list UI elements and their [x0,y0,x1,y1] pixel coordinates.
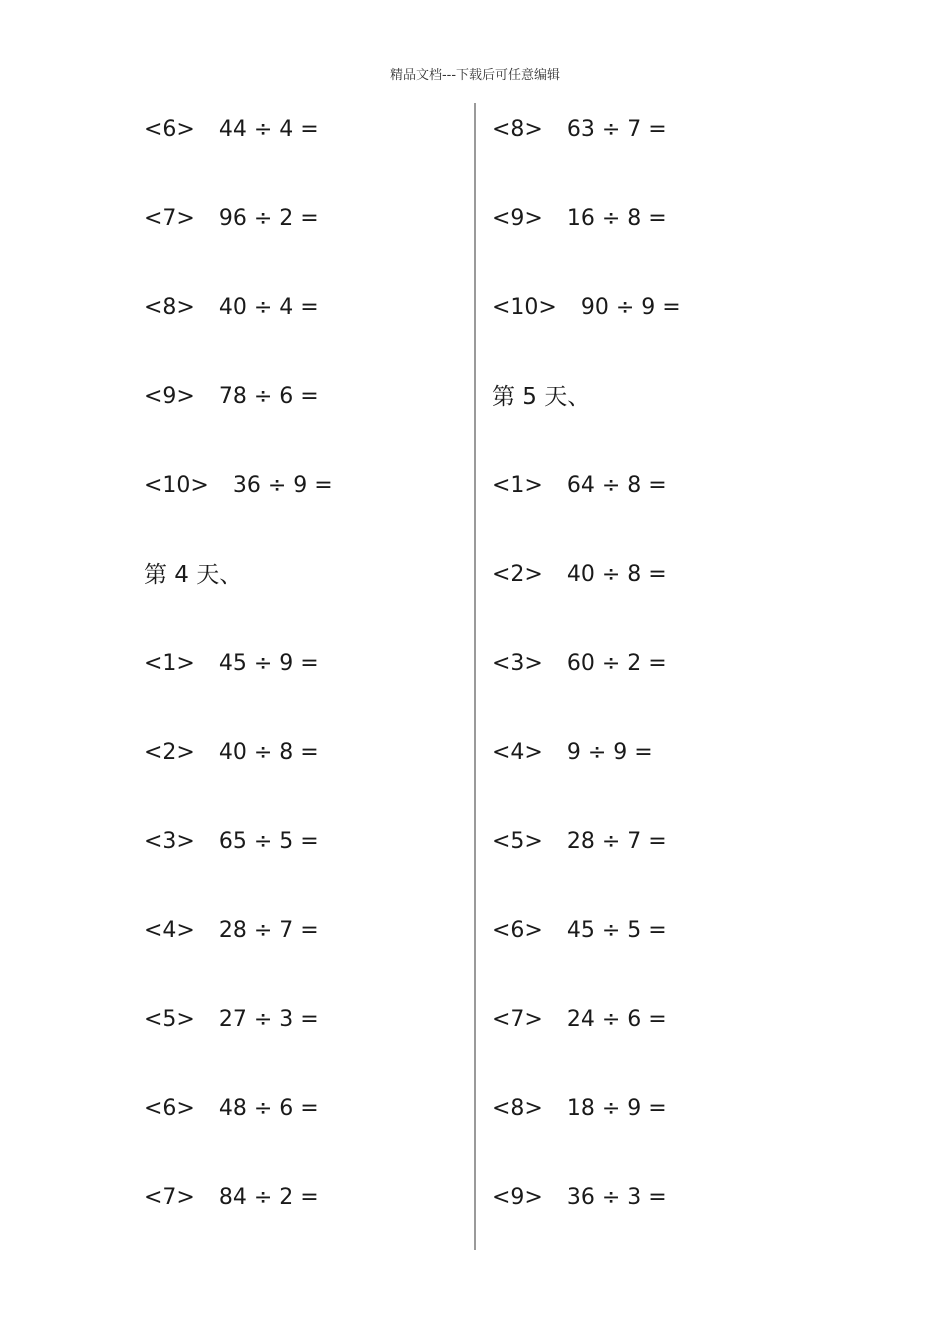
problem-expression: 60 ÷ 2 = [566,651,667,676]
problem-number: <6> [144,1096,195,1121]
problem-line [492,108,812,197]
problem-expression: 84 ÷ 2 = [218,1185,319,1210]
problem-expression: 48 ÷ 6 = [218,1096,319,1121]
problem-expression: 96 ÷ 2 = [218,206,319,231]
problem-number: <1> [492,473,543,498]
problem-line [492,197,812,286]
problem-expression: 27 ÷ 3 = [218,1007,319,1032]
problem-line [144,375,464,464]
problem-number: <10> [492,295,557,320]
problem-expression: 9 ÷ 9 = [566,740,653,765]
problem-line [492,553,812,642]
problem-line [144,642,464,731]
problem-line [144,197,464,286]
problem-number: <6> [144,117,195,142]
problem-number: <8> [492,1096,543,1121]
problem-line [144,1087,464,1176]
problem-number: <9> [492,1185,543,1210]
problem-line [492,642,812,731]
problem-expression: 16 ÷ 8 = [566,206,667,231]
page-header: 精品文档---下载后可任意编辑 [389,68,561,83]
problem-line [144,1176,464,1265]
problem-number: <4> [492,740,543,765]
problem-expression: 28 ÷ 7 = [218,918,319,943]
problem-expression: 28 ÷ 7 = [566,829,667,854]
problem-line [144,820,464,909]
problem-expression: 45 ÷ 9 = [218,651,319,676]
problem-line [492,998,812,1087]
problem-expression: 78 ÷ 6 = [218,384,319,409]
problem-expression: 40 ÷ 8 = [218,740,319,765]
problem-line [144,108,464,197]
problem-number: <3> [492,651,543,676]
problem-line [144,909,464,998]
section-heading: 第 5 天、 [492,384,591,410]
problem-number: <7> [492,1007,543,1032]
problem-expression: 44 ÷ 4 = [218,117,319,142]
problem-number: <9> [492,206,543,231]
problem-number: <2> [492,562,543,587]
problem-number: <2> [144,740,195,765]
problem-expression: 36 ÷ 3 = [566,1185,667,1210]
problem-number: <7> [144,1185,195,1210]
column-divider [474,103,476,1250]
problem-line [144,998,464,1087]
problem-number: <9> [144,384,195,409]
problem-number: <4> [144,918,195,943]
problem-expression: 45 ÷ 5 = [566,918,667,943]
problem-line [492,909,812,998]
problem-expression: 90 ÷ 9 = [580,295,681,320]
problem-number: <10> [144,473,209,498]
problem-line [492,464,812,553]
problem-number: <1> [144,651,195,676]
problem-expression: 36 ÷ 9 = [232,473,333,498]
problem-expression: 40 ÷ 8 = [566,562,667,587]
problem-line [492,286,812,375]
problem-line [492,1176,812,1265]
problem-number: <3> [144,829,195,854]
problem-expression: 18 ÷ 9 = [566,1096,667,1121]
problem-line [144,731,464,820]
problem-number: <8> [144,295,195,320]
problem-number: <5> [144,1007,195,1032]
problem-expression: 24 ÷ 6 = [566,1007,667,1032]
problem-line [144,464,464,553]
problem-number: <8> [492,117,543,142]
problem-number: <6> [492,918,543,943]
right-column [492,108,812,1265]
problem-expression: 64 ÷ 8 = [566,473,667,498]
problem-line [144,286,464,375]
problem-line [492,1087,812,1176]
problem-line [492,731,812,820]
left-column [144,108,464,1265]
problem-number: <7> [144,206,195,231]
problem-line [492,820,812,909]
problem-expression: 40 ÷ 4 = [218,295,319,320]
problem-expression: 65 ÷ 5 = [218,829,319,854]
section-heading: 第 4 天、 [144,562,243,588]
problem-expression: 63 ÷ 7 = [566,117,667,142]
problem-number: <5> [492,829,543,854]
